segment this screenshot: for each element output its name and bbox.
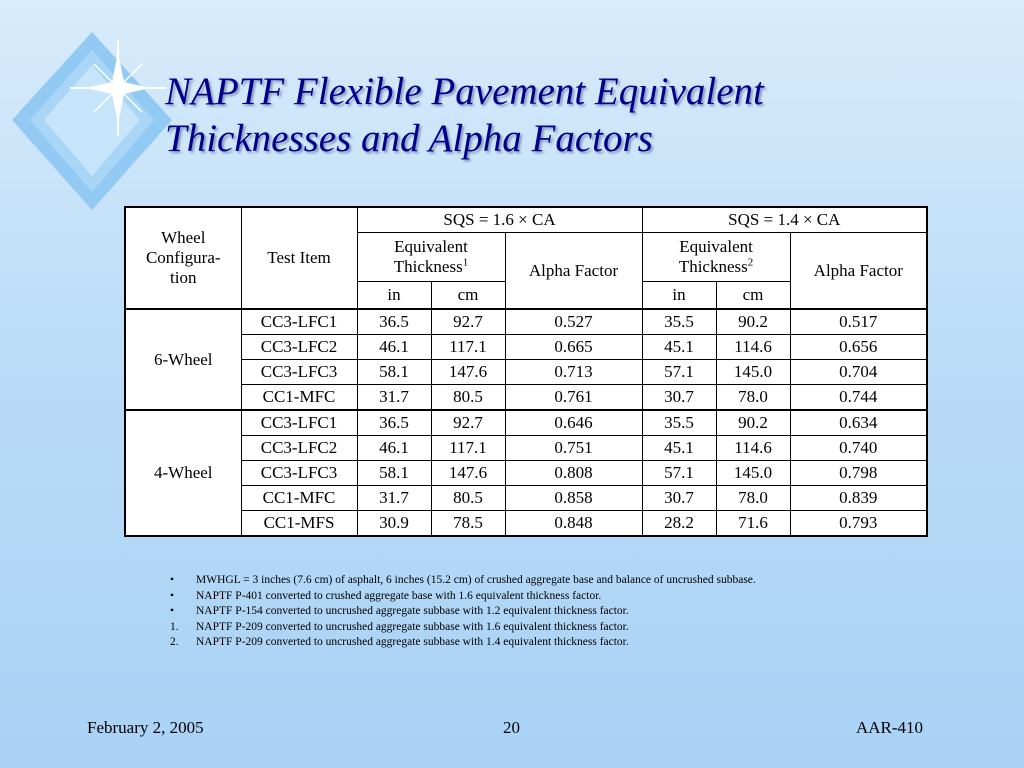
table-cell: 147.6 <box>431 461 505 486</box>
footnotes-list <box>170 573 830 651</box>
table-cell: 78.0 <box>716 385 790 411</box>
table-row <box>125 511 927 537</box>
footnote-text: NAPTF P-401 converted to crushed aggregate base with 1.6 equivalent thickness factor. <box>196 589 602 602</box>
table-cell: 92.7 <box>431 410 505 436</box>
table-cell: CC3-LFC2 <box>241 335 357 360</box>
table-cell: 0.740 <box>790 436 927 461</box>
table-cell: 90.2 <box>716 410 790 436</box>
table-cell: 57.1 <box>642 461 716 486</box>
table-cell: 45.1 <box>642 436 716 461</box>
table-cell: CC1-MFS <box>241 511 357 537</box>
table-body <box>125 309 927 536</box>
table-cell: 71.6 <box>716 511 790 537</box>
table-row <box>125 461 927 486</box>
table-cell: 0.713 <box>505 360 642 385</box>
table-cell: 35.5 <box>642 410 716 436</box>
footnote-item <box>170 620 830 636</box>
footer-page-number: 20 <box>503 718 520 737</box>
table-cell: 0.704 <box>790 360 927 385</box>
table-cell: 46.1 <box>357 335 431 360</box>
table-cell: 92.7 <box>431 309 505 335</box>
table-cell: CC3-LFC2 <box>241 436 357 461</box>
footnote-text: NAPTF P-209 converted to uncrushed aggregate subbase with 1.4 equivalent thickness factor. <box>196 636 629 648</box>
table-cell: 58.1 <box>357 360 431 385</box>
footnote-item <box>170 604 830 620</box>
data-table <box>124 206 928 537</box>
wheel-config-cell: 4-Wheel <box>125 410 241 536</box>
table-cell: 45.1 <box>642 335 716 360</box>
header-row-1 <box>125 207 927 233</box>
table-cell: 117.1 <box>431 436 505 461</box>
footnote-marker: 2. <box>170 636 179 648</box>
table-cell: CC3-LFC3 <box>241 360 357 385</box>
table-cell: 0.858 <box>505 486 642 511</box>
footnote-item <box>170 635 830 651</box>
table-cell: 114.6 <box>716 436 790 461</box>
footnote-marker: • <box>170 589 175 602</box>
table-cell: 114.6 <box>716 335 790 360</box>
table-cell: 145.0 <box>716 360 790 385</box>
table-cell: 0.656 <box>790 335 927 360</box>
table-cell: CC3-LFC1 <box>241 410 357 436</box>
header-group-1: SQS = 1.6 × CA <box>357 207 642 233</box>
table-cell: 31.7 <box>357 385 431 411</box>
title-line-2: Thicknesses and Alpha Factors <box>165 117 653 160</box>
title-line-1: NAPTF Flexible Pavement Equivalent <box>165 70 764 113</box>
table-cell: CC3-LFC3 <box>241 461 357 486</box>
footnote-text: NAPTF P-154 converted to uncrushed aggregate subbase with 1.2 equivalent thickness factor. <box>196 605 629 617</box>
table-cell: 58.1 <box>357 461 431 486</box>
table-row <box>125 385 927 411</box>
table-cell: 80.5 <box>431 385 505 411</box>
header-alpha-1: Alpha Factor <box>505 233 642 310</box>
table-cell: CC1-MFC <box>241 486 357 511</box>
table-cell: 28.2 <box>642 511 716 537</box>
table-cell: 90.2 <box>716 309 790 335</box>
table-cell: 46.1 <box>357 436 431 461</box>
table-row <box>125 335 927 360</box>
table-cell: 0.646 <box>505 410 642 436</box>
table-cell: CC3-LFC1 <box>241 309 357 335</box>
table-cell: 0.517 <box>790 309 927 335</box>
table-cell: 57.1 <box>642 360 716 385</box>
table-cell: 80.5 <box>431 486 505 511</box>
table-row <box>125 309 927 335</box>
header-unit-in-2: in <box>642 282 716 310</box>
table-cell: 0.798 <box>790 461 927 486</box>
footnote-marker: • <box>170 605 175 617</box>
table-cell: 0.744 <box>790 385 927 411</box>
footnote-text: MWHGL = 3 inches (7.6 cm) of asphalt, 6 inches (15.2 cm) of crushed aggregate base and balance of uncrushed subbase. <box>196 574 756 586</box>
table-row <box>125 360 927 385</box>
table-cell: 0.634 <box>790 410 927 436</box>
table-cell: 31.7 <box>357 486 431 511</box>
footnote-text: NAPTF P-209 converted to uncrushed aggregate subbase with 1.6 equivalent thickness factor. <box>196 620 629 633</box>
page-title <box>165 68 985 162</box>
table-cell: 30.9 <box>357 511 431 537</box>
table-cell: 147.6 <box>431 360 505 385</box>
table-cell: CC1-MFC <box>241 385 357 411</box>
header-alpha-2: Alpha Factor <box>790 233 927 310</box>
footer-date: February 2, 2005 <box>87 718 204 737</box>
header-group-2: SQS = 1.4 × CA <box>642 207 927 233</box>
table-cell: 78.5 <box>431 511 505 537</box>
table-cell: 36.5 <box>357 410 431 436</box>
table-cell: 0.527 <box>505 309 642 335</box>
table-row <box>125 486 927 511</box>
wheel-config-cell: 6-Wheel <box>125 309 241 410</box>
footnote-item <box>170 589 830 605</box>
table-cell: 0.808 <box>505 461 642 486</box>
footnote-marker: • <box>170 574 175 586</box>
footer-code: AAR-410 <box>856 718 924 737</box>
table-cell: 0.839 <box>790 486 927 511</box>
table-cell: 35.5 <box>642 309 716 335</box>
table-cell: 0.793 <box>790 511 927 537</box>
header-unit-in-1: in <box>357 282 431 310</box>
header-unit-cm-2: cm <box>716 282 790 310</box>
header-eq-thickness-1: Equivalent Thickness$^1$ <box>357 233 505 282</box>
table-cell: 30.7 <box>642 486 716 511</box>
table-row <box>125 410 927 436</box>
table-cell: 0.665 <box>505 335 642 360</box>
table-cell: 0.761 <box>505 385 642 411</box>
footnote-marker: 1. <box>170 620 179 633</box>
table-cell: 30.7 <box>642 385 716 411</box>
footnote-item <box>170 573 830 589</box>
table-cell: 0.751 <box>505 436 642 461</box>
table-cell: 0.848 <box>505 511 642 537</box>
header-unit-cm-1: cm <box>431 282 505 310</box>
header-wheel-config: Wheel Configura- tion <box>125 207 241 309</box>
table-cell: 117.1 <box>431 335 505 360</box>
header-test-item: Test Item <box>241 207 357 309</box>
header-eq-thickness-2: Equivalent Thickness$^2$ <box>642 233 790 282</box>
table-cell: 145.0 <box>716 461 790 486</box>
table-cell: 78.0 <box>716 486 790 511</box>
table-row <box>125 436 927 461</box>
table-cell: 36.5 <box>357 309 431 335</box>
